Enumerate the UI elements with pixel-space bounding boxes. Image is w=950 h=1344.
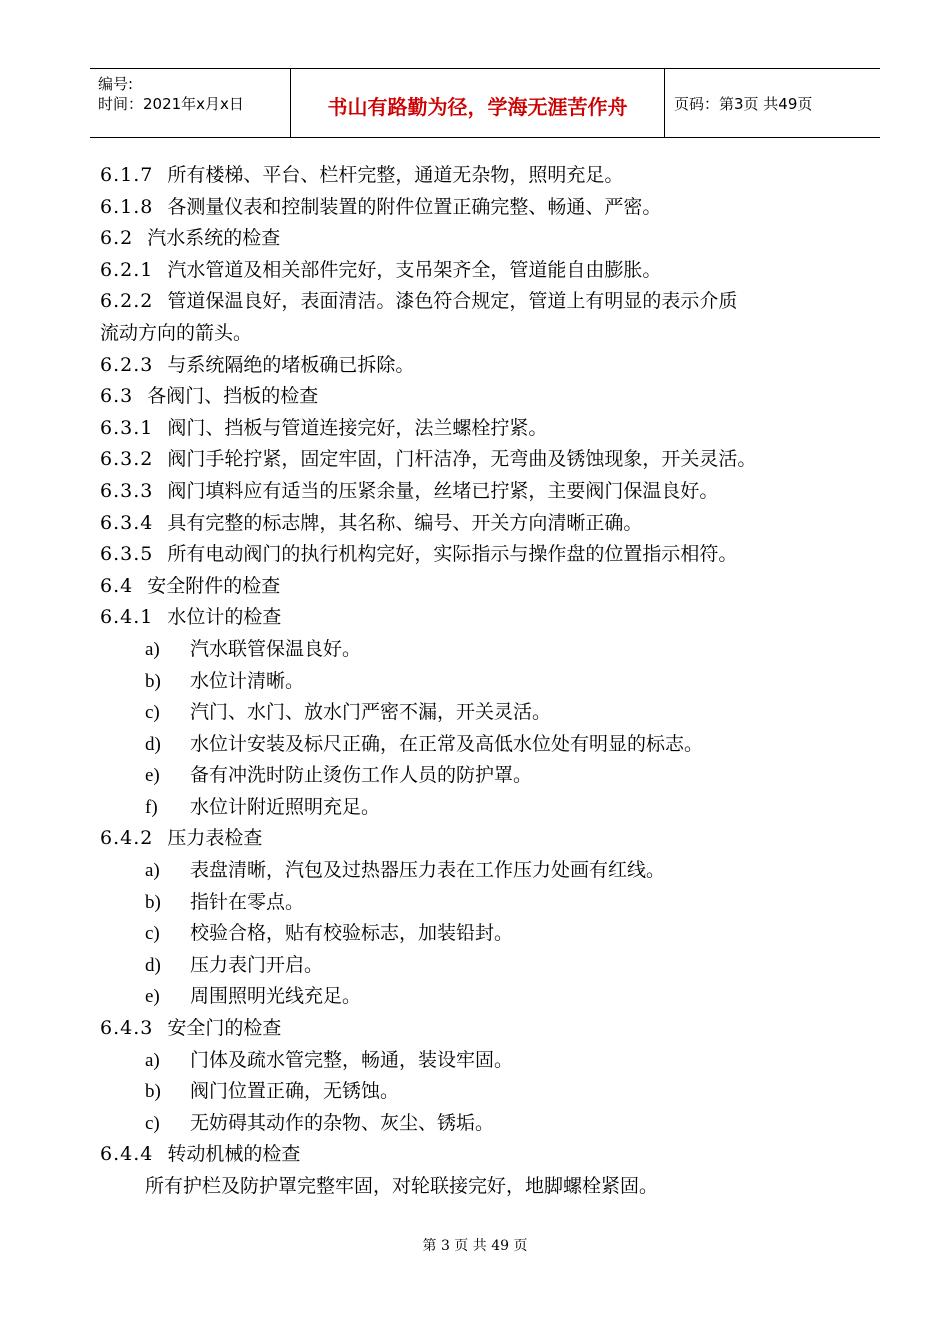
line-text: 指针在零点。 — [190, 890, 305, 913]
section-line — [100, 571, 880, 603]
document-time-label: 时间：2021年x月x日 — [98, 95, 244, 113]
section-line — [100, 160, 880, 192]
section-number: 6.1.8 — [100, 195, 154, 218]
list-item-label: b) — [145, 670, 161, 692]
list-item — [100, 760, 880, 792]
list-item — [100, 950, 880, 982]
line-text: 汽水系统的检查 — [147, 227, 281, 250]
document-number-label: 编号: — [98, 75, 134, 93]
line-text: 流动方向的箭头。 — [100, 321, 253, 344]
section-number: 6.4.1 — [100, 606, 154, 629]
section-number: 6.3.1 — [100, 416, 154, 439]
section-number: 6.2 — [100, 227, 134, 250]
line-text: 转动机械的检查 — [167, 1143, 301, 1166]
section-line — [100, 602, 880, 634]
section-line — [100, 444, 880, 476]
header-motto: 书山有路勤为径，学海无涯苦作舟 — [327, 95, 628, 119]
line-text: 所有护栏及防护罩完整牢固，对轮联接完好，地脚螺栓紧固。 — [145, 1175, 659, 1197]
list-item-label: b) — [145, 891, 161, 913]
section-number: 6.2.3 — [100, 353, 154, 376]
paragraph-line — [100, 1171, 880, 1203]
list-item — [100, 981, 880, 1013]
list-item — [100, 855, 880, 887]
list-item — [100, 792, 880, 824]
section-number: 6.4.4 — [100, 1143, 154, 1166]
continuation-line — [100, 318, 880, 350]
line-text: 门体及疏水管完整，畅通，装设牢固。 — [190, 1048, 514, 1071]
line-text: 阀门位置正确，无锈蚀。 — [190, 1080, 400, 1103]
section-number: 6.4.3 — [100, 1017, 154, 1040]
line-text: 安全门的检查 — [167, 1017, 282, 1040]
section-number: 6.2.2 — [100, 290, 154, 313]
section-number: 6.3.5 — [100, 543, 154, 566]
section-number: 6.3.4 — [100, 511, 154, 534]
section-line — [100, 823, 880, 855]
list-item — [100, 1076, 880, 1108]
list-item-label: c) — [145, 923, 160, 945]
section-line — [100, 223, 880, 255]
section-number: 6.3.3 — [100, 479, 154, 502]
line-text: 水位计清晰。 — [190, 669, 305, 692]
line-text: 阀门、挡板与管道连接完好，法兰螺栓拧紧。 — [167, 416, 548, 439]
section-number: 6.4 — [100, 574, 134, 597]
header-meta-cell — [90, 69, 290, 137]
header-page-number: 页码：第3页 共49页 — [674, 95, 813, 113]
line-text: 校验合格，贴有校验标志，加装铅封。 — [190, 922, 514, 945]
section-number: 6.4.2 — [100, 827, 154, 850]
list-item — [100, 1045, 880, 1077]
section-line — [100, 508, 880, 540]
list-item-label: f) — [145, 796, 158, 818]
line-text: 所有楼梯、平台、栏杆完整，通道无杂物，照明充足。 — [167, 164, 624, 186]
section-line — [100, 476, 880, 508]
section-number: 6.1.7 — [100, 164, 154, 186]
list-item-label: c) — [145, 1112, 160, 1134]
line-text: 阀门填料应有适当的压紧余量，丝堵已拧紧，主要阀门保温良好。 — [167, 479, 719, 502]
section-line — [100, 539, 880, 571]
line-text: 安全附件的检查 — [147, 574, 281, 597]
list-item-label: e) — [145, 765, 160, 787]
list-item-label: d) — [145, 733, 161, 755]
line-text: 水位计的检查 — [167, 606, 282, 629]
list-item-label: a) — [145, 1049, 160, 1071]
list-item-label: a) — [145, 860, 160, 882]
line-text: 表盘清晰，汽包及过热器压力表在工作压力处画有红线。 — [190, 859, 666, 882]
line-text: 无妨碍其动作的杂物、灰尘、锈垢。 — [190, 1111, 495, 1134]
line-text: 备有冲洗时防止烫伤工作人员的防护罩。 — [190, 764, 533, 787]
line-text: 各测量仪表和控制装置的附件位置正确完整、畅通、严密。 — [167, 195, 662, 218]
section-number: 6.2.1 — [100, 258, 154, 281]
line-text: 所有电动阀门的执行机构完好，实际指示与操作盘的位置指示相符。 — [167, 543, 738, 566]
line-text: 与系统隔绝的堵板确已拆除。 — [167, 353, 415, 376]
section-number: 6.3 — [100, 385, 134, 408]
page-header — [90, 68, 880, 138]
list-item — [100, 887, 880, 919]
line-text: 汽水联管保温良好。 — [190, 637, 362, 660]
line-text: 水位计附近照明充足。 — [190, 795, 381, 818]
line-text: 汽水管道及相关部件完好，支吊架齐全，管道能自由膨胀。 — [167, 258, 662, 281]
header-page-cell — [664, 69, 880, 137]
header-motto-cell — [290, 69, 665, 137]
document-body — [100, 160, 880, 1203]
section-number: 6.3.2 — [100, 448, 154, 471]
line-text: 管道保温良好，表面清洁。漆色符合规定，管道上有明显的表示介质 — [167, 290, 738, 313]
list-item — [100, 729, 880, 761]
section-line — [100, 255, 880, 287]
list-item — [100, 918, 880, 950]
section-line — [100, 286, 880, 318]
line-text: 具有完整的标志牌，其名称、编号、开关方向清晰正确。 — [167, 511, 643, 534]
list-item — [100, 697, 880, 729]
section-line — [100, 381, 880, 413]
line-text: 压力表检查 — [167, 827, 263, 850]
section-line — [100, 1139, 880, 1171]
list-item-label: b) — [145, 1081, 161, 1103]
list-item-label: e) — [145, 986, 160, 1008]
list-item — [100, 634, 880, 666]
line-text: 各阀门、挡板的检查 — [147, 385, 319, 408]
page-footer: 第 3 页 共 49 页 — [422, 1238, 528, 1254]
list-item — [100, 1108, 880, 1140]
list-item — [100, 666, 880, 698]
line-text: 汽门、水门、放水门严密不漏，开关灵活。 — [190, 701, 552, 724]
line-text: 水位计安装及标尺正确，在正常及高低水位处有明显的标志。 — [190, 732, 704, 755]
section-line — [100, 350, 880, 382]
line-text: 阀门手轮拧紧，固定牢固，门杆洁净，无弯曲及锈蚀现象，开关灵活。 — [167, 448, 757, 471]
list-item-label: a) — [145, 638, 160, 660]
section-line — [100, 192, 880, 224]
list-item-label: c) — [145, 702, 160, 724]
line-text: 周围照明光线充足。 — [190, 985, 362, 1008]
list-item-label: d) — [145, 954, 161, 976]
line-text: 压力表门开启。 — [190, 953, 324, 976]
section-line — [100, 413, 880, 445]
section-line — [100, 1013, 880, 1045]
